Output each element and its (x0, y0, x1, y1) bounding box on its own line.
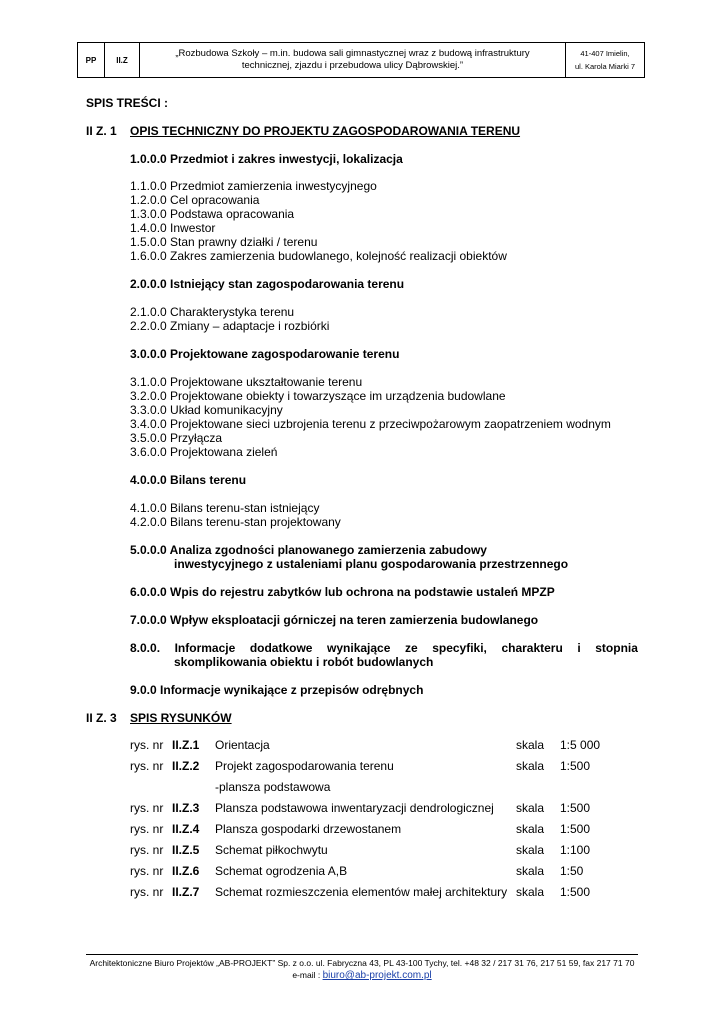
toc-item-4-2: 4.2.0.0 Bilans terenu-stan projektowany (130, 515, 341, 529)
drawing-scale-label: skala (516, 801, 545, 815)
drawing-name: Plansza gospodarki drzewostanem (215, 822, 402, 836)
drawing-prefix: rys. nr (130, 822, 164, 836)
toc-item-3-3: 3.3.0.0 Układ komunikacyjny (130, 403, 283, 417)
toc-heading-8-word: charakteru (501, 641, 563, 655)
drawing-code: II.Z.4 (172, 822, 200, 836)
drawing-scale: 1:500 (560, 759, 591, 773)
toc-item-1-1: 1.1.0.0 Przedmiot zamierzenia inwestycyjnego (130, 179, 377, 193)
section-title-technical-description: OPIS TECHNICZNY DO PROJEKTU ZAGOSPODAROWANIA TERENU (130, 124, 521, 138)
toc-heading-8-word: i (577, 641, 581, 655)
drawing-prefix: rys. nr (130, 843, 164, 857)
toc-item-1-3: 1.3.0.0 Podstawa opracowania (130, 207, 295, 221)
drawing-scale-label: skala (516, 864, 545, 878)
toc-item-3-5: 3.5.0.0 Przyłącza (130, 431, 223, 445)
toc-item-1-2: 1.2.0.0 Cel opracowania (130, 193, 260, 207)
drawing-scale-label: skala (516, 885, 545, 899)
footer-email-line (86, 970, 638, 981)
toc-heading-7: 7.0.0.0 Wpływ eksploatacji górniczej na teren zamierzenia budowlanego (130, 613, 539, 627)
drawing-scale: 1:5 000 (560, 738, 601, 752)
drawing-code: II.Z.1 (172, 738, 200, 752)
toc-heading-3: 3.0.0.0 Projektowane zagospodarowanie terenu (130, 347, 400, 361)
drawing-scale: 1:500 (560, 822, 591, 836)
toc-item-4-1: 4.1.0.0 Bilans terenu-stan istniejący (130, 501, 320, 515)
toc-heading-6: 6.0.0.0 Wpis do rejestru zabytków lub ochrona na podstawie ustaleń MPZP (130, 585, 555, 599)
drawing-code: II.Z.6 (172, 864, 200, 878)
toc-item-3-1: 3.1.0.0 Projektowane ukształtowanie terenu (130, 375, 363, 389)
drawing-scale-label: skala (516, 822, 545, 836)
toc-heading-5-line1: 5.0.0.0 Analiza zgodności planowanego zamierzenia zabudowy (130, 543, 487, 557)
toc-item-1-6: 1.6.0.0 Zakres zamierzenia budowlanego, kolejność realizacji obiektów (130, 249, 507, 263)
drawing-name: Schemat ogrodzenia A,B (215, 864, 348, 878)
section-title-drawings-list: SPIS RYSUNKÓW (130, 711, 232, 725)
toc-heading-8-line1 (130, 641, 638, 655)
toc-heading-8-word: wynikające (327, 641, 391, 655)
toc-item-3-4: 3.4.0.0 Projektowane sieci uzbrojenia terenu z przeciwpożarowym zaopatrzeniem wodnym (130, 417, 611, 431)
footer-company-info: Architektoniczne Biuro Projektów „AB-PROJEKT” Sp. z o.o. ul. Fabryczna 43, PL 43-100 Tychy, tel. +48 32 / 217 31 76, 217 51 59, fax 217 71 70 (89, 958, 635, 968)
drawing-code: II.Z.7 (172, 885, 200, 899)
header-project-title (140, 43, 566, 77)
header-address (566, 43, 644, 77)
toc-heading-8-word: ze (404, 641, 418, 655)
drawing-scale-label: skala (516, 843, 545, 857)
drawing-name: Projekt zagospodarowania terenu (215, 759, 394, 773)
toc-item-1-4: 1.4.0.0 Inwestor (130, 221, 216, 235)
header-code-iiz: II.Z (105, 43, 140, 77)
footer-email-link[interactable]: biuro@ab-projekt.com.pl (322, 970, 432, 981)
drawing-name: -plansza podstawowa (215, 780, 331, 794)
drawing-prefix: rys. nr (130, 759, 164, 773)
toc-heading-4: 4.0.0.0 Bilans terenu (130, 473, 247, 487)
toc-heading-2: 2.0.0.0 Istniejący stan zagospodarowania terenu (130, 277, 405, 291)
drawing-code: II.Z.2 (172, 759, 200, 773)
toc-heading-9: 9.0.0 Informacje wynikające z przepisów odrębnych (130, 683, 424, 697)
toc-item-2-1: 2.1.0.0 Charakterystyka terenu (130, 305, 295, 319)
header-title-line2: technicznej, zjazdu i przebudowa ulicy Dąbrowskiej.” (241, 60, 464, 71)
toc-heading-8-word: dodatkowe (249, 641, 313, 655)
drawing-name: Plansza podstawowa inwentaryzacji dendrologicznej (215, 801, 494, 815)
header-address-line1: 41-407 Imielin, (580, 49, 630, 58)
toc-heading-8-line2: skomplikowania obiektu i robót budowlanych (174, 655, 434, 669)
drawing-prefix: rys. nr (130, 864, 164, 878)
section-number-iiz3: II Z. 3 (86, 711, 117, 725)
drawing-scale: 1:500 (560, 801, 591, 815)
drawing-name: Orientacja (215, 738, 270, 752)
footer-divider (86, 954, 638, 955)
toc-item-3-6: 3.6.0.0 Projektowana zieleń (130, 445, 278, 459)
drawing-prefix: rys. nr (130, 738, 164, 752)
drawing-code: II.Z.3 (172, 801, 200, 815)
header-address-line2: ul. Karola Miarki 7 (574, 62, 636, 71)
drawing-scale-label: skala (516, 759, 545, 773)
footer-email-label: e-mail : (292, 970, 323, 980)
toc-heading-8 (130, 641, 638, 669)
toc-item-2-2: 2.2.0.0 Zmiany – adaptacje i rozbiórki (130, 319, 330, 333)
toc-heading-8-word: stopnia (595, 641, 638, 655)
drawing-code: II.Z.5 (172, 843, 200, 857)
document-header (77, 42, 645, 78)
toc-heading: SPIS TREŚCI : (86, 96, 169, 110)
toc-item-1-5: 1.5.0.0 Stan prawny działki / terenu (130, 235, 318, 249)
drawing-scale: 1:500 (560, 885, 591, 899)
toc-heading-8-word: Informacje (174, 641, 236, 655)
drawing-scale: 1:100 (560, 843, 591, 857)
drawing-scale: 1:50 (560, 864, 584, 878)
toc-heading-1: 1.0.0.0 Przedmiot i zakres inwestycji, lokalizacja (130, 152, 403, 166)
drawing-name: Schemat piłkochwytu (215, 843, 328, 857)
drawing-scale-label: skala (516, 738, 545, 752)
header-code-pp: PP (78, 43, 105, 77)
drawing-prefix: rys. nr (130, 801, 164, 815)
drawing-prefix: rys. nr (130, 885, 164, 899)
toc-heading-8-word: 8.0.0. (130, 641, 161, 655)
header-title-line1: „Rozbudowa Szkoły – m.in. budowa sali gimnastycznej wraz z budową infrastruktury (175, 48, 530, 59)
drawing-name: Schemat rozmieszczenia elementów małej architektury (215, 885, 508, 899)
toc-heading-5-line2: inwestycyjnego z ustaleniami planu gospodarowania przestrzennego (174, 557, 569, 571)
toc-item-3-2: 3.2.0.0 Projektowane obiekty i towarzyszące im urządzenia budowlane (130, 389, 506, 403)
toc-heading-8-word: specyfiki, (432, 641, 487, 655)
section-number-iiz1: II Z. 1 (86, 124, 117, 138)
